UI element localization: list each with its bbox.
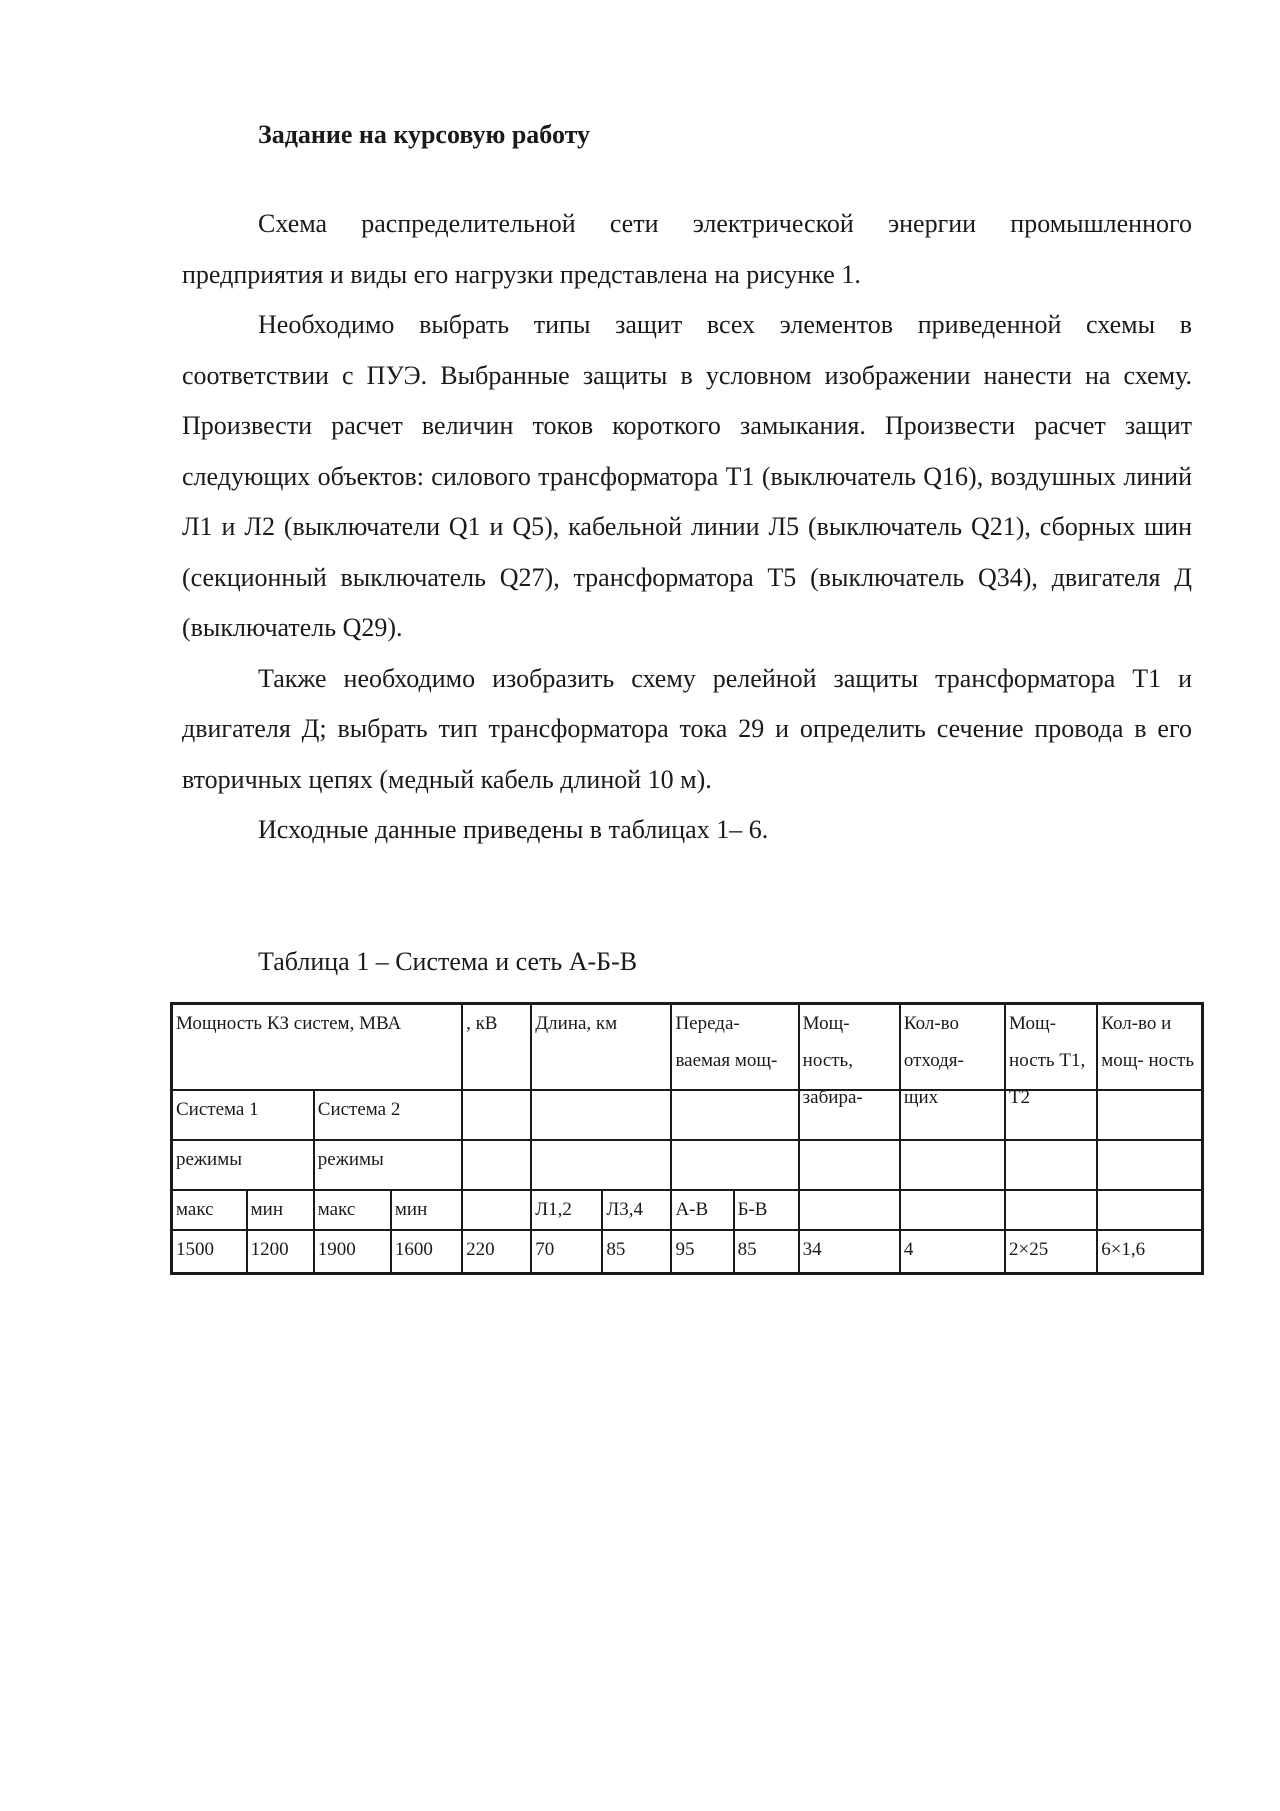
table-cell [900,1140,1005,1190]
table-cell: режимы [172,1140,314,1190]
table-cell: Система 2 [314,1090,462,1140]
header-cell-transmitted: Переда- ваемая мощ- [671,1004,798,1091]
header-cell-count-lines: Кол-во отходя- щих [900,1004,1005,1091]
table-cell: 34 [799,1230,900,1274]
table-modes-row [172,1140,1203,1190]
paragraph-4: Исходные данные приведены в таблицах 1– 6. [258,815,769,844]
table-cell [1097,1190,1202,1230]
table-cell [900,1190,1005,1230]
paragraph-1: Схема распределительной сети электрической энергии промышленного предприятия и виды его нагрузки представлена на рисунке 1. [182,209,1192,289]
table-cell [531,1090,671,1140]
table-cell [1005,1190,1097,1230]
table-cell: 1900 [314,1230,391,1274]
paragraph-2: Необходимо выбрать типы защит всех элементов приведенной схемы в соответствии с ПУЭ. Выбранные защиты в условном изображении нанести на схему. Произвести расчет величин токов короткого замыкания. Произвести расчет защит следующих объектов: силового трансформатора Т1 (выключатель Q16), воздушных линий Л1 и Л2 (выключатели Q1 и Q5), кабельной линии Л5 (выключатель Q21), сборных шин (секционный выключатель Q27), трансформатора Т5 (выключатель Q34), двигателя Д (выключатель Q29). [182,310,1192,642]
document-heading: Задание на курсовую работу [258,120,591,149]
table-cell [671,1090,798,1140]
table-cell: макс [172,1190,247,1230]
table-cell [462,1190,531,1230]
table-cell: 95 [671,1230,733,1274]
header-cell-power-t: Мощ- ность Т1, Т2 [1005,1004,1097,1091]
table-cell [1005,1140,1097,1190]
header-cell-voltage: , кВ [462,1004,531,1091]
table-systems-row [172,1090,1203,1140]
table-cell: А-В [671,1190,733,1230]
table-cell: 70 [531,1230,602,1274]
header-cell-length: Длина, км [531,1004,671,1091]
table-cell: Л1,2 [531,1190,602,1230]
table-cell: 85 [734,1230,799,1274]
header-cell-count-power: Кол-во и мощ- ность [1097,1004,1202,1091]
table-subheader-row [172,1190,1203,1230]
table-values-row [172,1230,1203,1274]
table-cell [462,1090,531,1140]
table-cell: 1500 [172,1230,247,1274]
table-cell: 1200 [247,1230,314,1274]
table-cell [799,1190,900,1230]
table-cell [531,1140,671,1190]
table-cell: Л3,4 [602,1190,671,1230]
table-cell [799,1140,900,1190]
table-cell: 1600 [391,1230,462,1274]
table-cell: 4 [900,1230,1005,1274]
table-cell [462,1140,531,1190]
table-cell [1097,1140,1202,1190]
table-header-row [172,1004,1203,1091]
table-cell: 85 [602,1230,671,1274]
table-caption: Таблица 1 – Система и сеть А-Б-В [258,947,638,976]
table-cell: 2×25 [1005,1230,1097,1274]
table-cell: мин [391,1190,462,1230]
table-cell: 6×1,6 [1097,1230,1202,1274]
table-cell: макс [314,1190,391,1230]
table-cell: 220 [462,1230,531,1274]
system-network-table [170,1002,1204,1275]
table-cell: режимы [314,1140,462,1190]
table-cell [671,1140,798,1190]
table-cell [1097,1090,1202,1140]
header-cell-power-kz: Мощность КЗ систем, МВА [172,1004,463,1091]
table-cell: мин [247,1190,314,1230]
body-text [182,199,1192,856]
paragraph-3: Также необходимо изобразить схему релейной защиты трансформатора Т1 и двигателя Д; выбрать тип трансформатора тока 29 и определить сечение провода в его вторичных цепях (медный кабель длиной 10 м). [182,663,1192,794]
table-cell: Б-В [734,1190,799,1230]
header-cell-power-share: Мощ- ность, забира- [799,1004,900,1091]
table-cell: Система 1 [172,1090,314,1140]
